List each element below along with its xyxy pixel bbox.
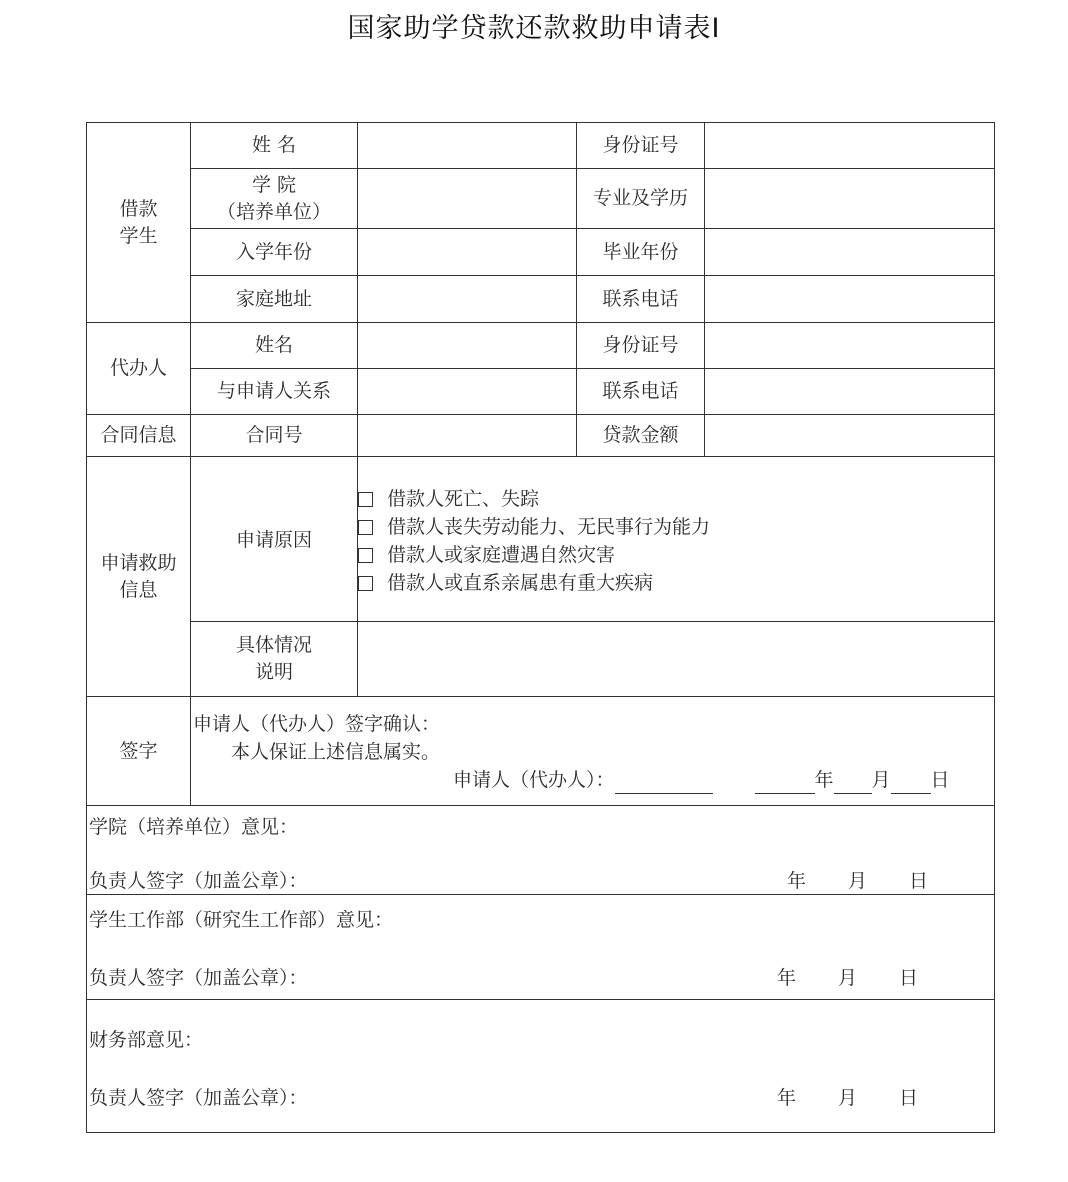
agent-relation-field[interactable] [358, 369, 577, 415]
borrower-section-label [87, 123, 191, 323]
college-date [787, 868, 928, 895]
day-label: 日 [899, 967, 919, 989]
borrower-phone-field[interactable] [705, 276, 995, 323]
borrower-section-text: 借款 学生 [119, 197, 158, 247]
day-label: 日 [909, 870, 929, 892]
row-borrower-name [87, 123, 995, 169]
student-affairs-date [777, 965, 918, 992]
signer-label: 申请人（代办人）： [453, 769, 615, 791]
loan-amount-field[interactable] [705, 415, 995, 457]
reason-option-label: 借款人死亡、失踪 [387, 487, 540, 510]
borrower-major-field[interactable] [705, 169, 995, 229]
row-borrower-address [87, 276, 995, 323]
borrower-address-field[interactable] [358, 276, 577, 323]
college-opinion-area[interactable] [87, 806, 995, 895]
year-label: 年 [814, 769, 834, 791]
finance-opinion-area[interactable] [87, 1000, 995, 1133]
row-borrower-years [87, 229, 995, 276]
loan-amount-label: 贷款金额 [577, 415, 705, 457]
borrower-name-field[interactable] [358, 123, 577, 169]
reason-options [358, 457, 995, 622]
borrower-college-label [191, 169, 358, 229]
detail-label [191, 622, 358, 697]
checkbox-icon[interactable] [358, 520, 373, 535]
month-label: 月 [848, 870, 868, 892]
borrower-grad-label: 毕业年份 [577, 229, 705, 276]
signature-guarantee-line: 本人保证上述信息属实。 [231, 741, 441, 763]
page-title: 国家助学贷款还款救助申请表I [347, 13, 721, 44]
reason-option-label: 借款人或家庭遭遇自然灾害 [387, 543, 616, 566]
reason-label: 申请原因 [191, 457, 358, 622]
month-label: 月 [871, 769, 891, 791]
signer-blank[interactable] [615, 773, 713, 794]
borrower-id-label: 身份证号 [577, 123, 705, 169]
reason-option[interactable] [358, 541, 994, 569]
borrower-college-text: 学 院 （培养单位） [216, 173, 331, 223]
college-sign-label: 负责人签字（加盖公章）： [89, 870, 308, 892]
agent-phone-field[interactable] [705, 369, 995, 415]
college-opinion-label: 学院（培养单位）意见： [89, 816, 299, 838]
row-relief-detail [87, 622, 995, 697]
borrower-name-label: 姓 名 [191, 123, 358, 169]
relief-section-text: 申请救助 信息 [100, 551, 177, 601]
agent-name-label: 姓名 [191, 323, 358, 369]
month-label: 月 [838, 1087, 858, 1109]
month-label: 月 [838, 967, 858, 989]
row-contract [87, 415, 995, 457]
reason-option-label: 借款人或直系亲属患有重大疾病 [387, 571, 654, 594]
form-table [86, 122, 995, 1133]
row-signature [87, 697, 995, 806]
contract-section-label: 合同信息 [87, 415, 191, 457]
agent-name-field[interactable] [358, 323, 577, 369]
signature-signer-line [453, 767, 950, 794]
agent-relation-label: 与申请人关系 [191, 369, 358, 415]
day-label: 日 [899, 1087, 919, 1109]
reason-option-label: 借款人丧失劳动能力、无民事行为能力 [387, 515, 711, 538]
contract-number-label: 合同号 [191, 415, 358, 457]
day-blank[interactable] [891, 773, 931, 794]
row-agent-relation [87, 369, 995, 415]
application-form [86, 122, 994, 1132]
agent-id-field[interactable] [705, 323, 995, 369]
row-agent-name [87, 323, 995, 369]
agent-id-label: 身份证号 [577, 323, 705, 369]
year-label: 年 [777, 967, 797, 989]
signature-area [191, 697, 995, 806]
reason-option[interactable] [358, 513, 994, 541]
row-relief-reason [87, 457, 995, 622]
signature-section-label: 签字 [87, 697, 191, 806]
signature-confirm-line: 申请人（代办人）签字确认： [193, 713, 441, 735]
row-student-affairs-opinion [87, 895, 995, 1000]
student-affairs-sign-label: 负责人签字（加盖公章）： [89, 967, 308, 989]
borrower-phone-label: 联系电话 [577, 276, 705, 323]
year-label: 年 [777, 1087, 797, 1109]
borrower-id-field[interactable] [705, 123, 995, 169]
borrower-enroll-field[interactable] [358, 229, 577, 276]
relief-section-label [87, 457, 191, 697]
detail-label-text: 具体情况 说明 [235, 634, 312, 683]
agent-section-label: 代办人 [87, 323, 191, 415]
row-college-opinion [87, 806, 995, 895]
row-finance-opinion [87, 1000, 995, 1133]
year-label: 年 [787, 870, 807, 892]
borrower-major-label: 专业及学历 [577, 169, 705, 229]
borrower-college-field[interactable] [358, 169, 577, 229]
borrower-address-label: 家庭地址 [191, 276, 358, 323]
reason-option[interactable] [358, 569, 994, 597]
borrower-enroll-label: 入学年份 [191, 229, 358, 276]
reason-option[interactable] [358, 485, 994, 513]
checkbox-icon[interactable] [358, 548, 373, 563]
detail-field[interactable] [358, 622, 995, 697]
month-blank[interactable] [834, 773, 872, 794]
student-affairs-opinion-label: 学生工作部（研究生工作部）意见： [89, 909, 394, 931]
student-affairs-opinion-area[interactable] [87, 895, 995, 1000]
finance-date [777, 1085, 918, 1112]
contract-number-field[interactable] [358, 415, 577, 457]
year-blank[interactable] [755, 773, 815, 794]
day-label: 日 [930, 769, 950, 791]
borrower-grad-field[interactable] [705, 229, 995, 276]
finance-sign-label: 负责人签字（加盖公章）： [89, 1087, 308, 1109]
row-borrower-college [87, 169, 995, 229]
agent-phone-label: 联系电话 [577, 369, 705, 415]
checkbox-icon[interactable] [358, 492, 373, 507]
finance-opinion-label: 财务部意见： [89, 1029, 204, 1051]
checkbox-icon[interactable] [358, 576, 373, 591]
